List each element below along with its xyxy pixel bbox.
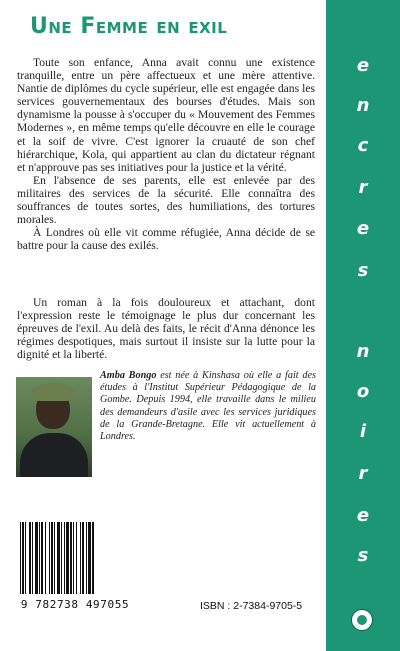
series-letter: s	[357, 260, 369, 281]
author-bio	[100, 370, 316, 443]
series-letter: i	[359, 421, 367, 442]
series-letter: e	[356, 218, 370, 239]
series-letter: r	[358, 177, 368, 198]
author-bio-text: est née à Kinshasa où elle a fait des études à l'Institut Supérieur Pédagogique de la Gombe. Depuis 1994, elle travaille dans le milieu des demandeurs d'asile avec les services juridiques de la Grande-Bretagne. Elle vit actuellement à Londres.	[100, 370, 316, 443]
author-name: Amba Bongo	[100, 370, 157, 381]
series-letter: e	[356, 505, 370, 526]
barcode	[16, 520, 134, 596]
summary-paragraph: En l'absence de ses parents, elle est enlevée par des militaires des services de la sécurité. Elle connaîtra des souffrances de toutes sortes, des humiliations, des tortures morales.	[17, 173, 315, 227]
barcode-number: 9 782738 497055	[20, 598, 130, 611]
series-letter: n	[356, 341, 370, 362]
summary-paragraph: Toute son enfance, Anna avait connu une existence tranquille, entre un père affectueux et une mère attentive. Nantie de diplômes du cycle supérieur, elle est engagée dans les services gouvernementaux des bourses d'études. Mais son dynamisme la pousse à s'occuper du « Mouvement des Femmes Modernes », en même temps qu'elle découvre en elle le courage et la soif de vivre. C'est ignorer la cruauté de son chef hiérarchique, Kola, qui appartient au clan du dictateur régnant et n'approuve pas ses initiatives pour la justice et la vérité.	[17, 56, 315, 174]
isbn: ISBN : 2-7384-9705-5	[200, 600, 303, 612]
series-letter: e	[356, 55, 370, 76]
summary-block-2	[17, 296, 315, 361]
series-letter: s	[357, 545, 369, 566]
book-title: Une Femme en exil	[30, 14, 228, 39]
series-letter: o	[356, 381, 370, 402]
series-band	[326, 0, 400, 651]
summary-block-1	[17, 56, 315, 252]
summary-paragraph: À Londres où elle vit comme réfugiée, Anna décide de se battre pour la cause des exilés.	[17, 226, 315, 253]
publisher-logo-icon	[351, 609, 373, 631]
series-letter: r	[358, 463, 368, 484]
series-letter: n	[356, 95, 370, 116]
review-paragraph: Un roman à la fois douloureux et attachant, dont l'expression reste le témoignage le plus dur concernant les épreuves de l'exil. Au delà des faits, le récit d'Anna dénonce les régimes despotiques, mais surtout il insiste sur la lutte pour la dignité et la liberté.	[17, 296, 315, 362]
series-letter: c	[357, 135, 369, 156]
author-photo	[16, 377, 92, 477]
